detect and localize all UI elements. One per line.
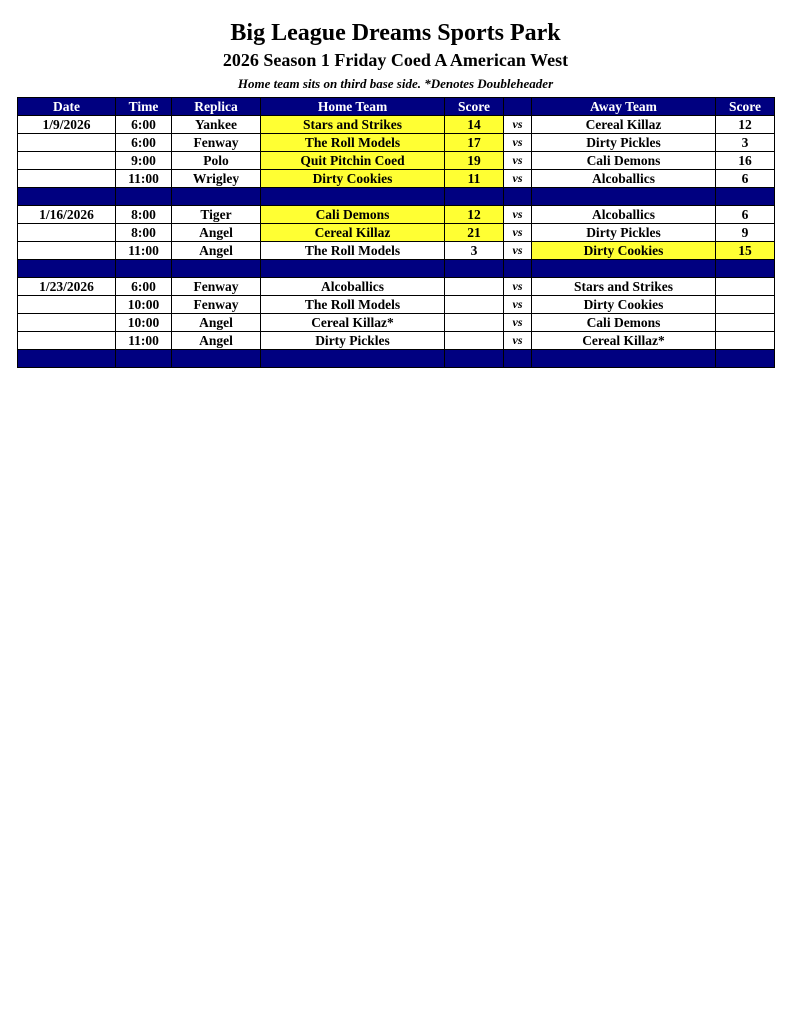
time-cell: 8:00 (116, 224, 172, 242)
home-team-cell: Cali Demons (261, 206, 445, 224)
replica-cell: Fenway (172, 278, 261, 296)
table-row (18, 170, 775, 188)
replica-cell: Angel (172, 314, 261, 332)
table-row (18, 296, 775, 314)
replica-cell: Polo (172, 152, 261, 170)
page-title: Big League Dreams Sports Park (230, 20, 561, 46)
date-cell (18, 296, 116, 314)
home-team-cell: The Roll Models (261, 134, 445, 152)
col-header-vs (504, 98, 532, 116)
separator-cell (445, 260, 504, 278)
col-header-replica: Replica (172, 98, 261, 116)
time-cell: 8:00 (116, 206, 172, 224)
date-cell: 1/16/2026 (18, 206, 116, 224)
separator-cell (532, 188, 716, 206)
separator-cell (116, 260, 172, 278)
time-cell: 6:00 (116, 116, 172, 134)
away-team-cell: Cereal Killaz* (532, 332, 716, 350)
away-score-cell: 15 (716, 242, 775, 260)
replica-cell: Angel (172, 224, 261, 242)
date-cell (18, 152, 116, 170)
away-score-cell: 6 (716, 206, 775, 224)
table-row (18, 314, 775, 332)
away-score-cell (716, 278, 775, 296)
away-score-cell: 6 (716, 170, 775, 188)
separator-cell (504, 188, 532, 206)
vs-cell: vs (504, 116, 532, 134)
schedule-note: Home team sits on third base side. *Denotes Doubleheader (237, 76, 554, 91)
col-header-home-team: Home Team (261, 98, 445, 116)
away-team-cell: Dirty Cookies (532, 296, 716, 314)
replica-cell: Fenway (172, 134, 261, 152)
home-score-cell (445, 332, 504, 350)
vs-cell: vs (504, 314, 532, 332)
separator-cell (172, 260, 261, 278)
home-team-cell: Stars and Strikes (261, 116, 445, 134)
time-cell: 9:00 (116, 152, 172, 170)
schedule-body (18, 116, 775, 368)
table-row (18, 224, 775, 242)
replica-cell: Yankee (172, 116, 261, 134)
date-cell (18, 314, 116, 332)
away-team-cell: Dirty Pickles (532, 224, 716, 242)
home-team-cell: Dirty Pickles (261, 332, 445, 350)
separator-cell (532, 350, 716, 368)
season-subtitle: 2026 Season 1 Friday Coed A American West (222, 50, 569, 70)
separator-cell (445, 188, 504, 206)
table-row (18, 332, 775, 350)
time-cell: 11:00 (116, 242, 172, 260)
home-team-cell: Cereal Killaz* (261, 314, 445, 332)
separator-cell (532, 260, 716, 278)
time-cell: 11:00 (116, 170, 172, 188)
table-row (18, 116, 775, 134)
separator-cell (261, 260, 445, 278)
home-score-cell: 21 (445, 224, 504, 242)
col-header-time: Time (116, 98, 172, 116)
table-row (18, 206, 775, 224)
date-cell: 1/23/2026 (18, 278, 116, 296)
separator-cell (18, 260, 116, 278)
replica-cell: Angel (172, 332, 261, 350)
vs-cell: vs (504, 152, 532, 170)
home-score-cell (445, 278, 504, 296)
time-cell: 6:00 (116, 134, 172, 152)
vs-cell: vs (504, 242, 532, 260)
separator-cell (716, 260, 775, 278)
table-header-row (18, 98, 775, 116)
away-team-cell: Cali Demons (532, 314, 716, 332)
separator-cell (18, 350, 116, 368)
home-team-cell: Alcoballics (261, 278, 445, 296)
home-score-cell (445, 314, 504, 332)
separator-cell (18, 188, 116, 206)
date-cell (18, 224, 116, 242)
separator-cell (504, 260, 532, 278)
vs-cell: vs (504, 206, 532, 224)
week-separator-row (18, 188, 775, 206)
away-team-cell: Cali Demons (532, 152, 716, 170)
date-cell (18, 134, 116, 152)
home-score-cell: 3 (445, 242, 504, 260)
separator-cell (116, 188, 172, 206)
schedule-table (17, 97, 775, 368)
away-team-cell: Cereal Killaz (532, 116, 716, 134)
table-row (18, 242, 775, 260)
separator-cell (261, 188, 445, 206)
week-separator-row (18, 260, 775, 278)
separator-cell (445, 350, 504, 368)
home-score-cell (445, 296, 504, 314)
vs-cell: vs (504, 134, 532, 152)
separator-cell (716, 350, 775, 368)
date-cell (18, 170, 116, 188)
away-team-cell: Dirty Cookies (532, 242, 716, 260)
time-cell: 6:00 (116, 278, 172, 296)
col-header-date: Date (18, 98, 116, 116)
away-team-cell: Dirty Pickles (532, 134, 716, 152)
separator-cell (504, 350, 532, 368)
away-score-cell: 12 (716, 116, 775, 134)
separator-cell (116, 350, 172, 368)
separator-cell (172, 188, 261, 206)
vs-cell: vs (504, 170, 532, 188)
table-row (18, 278, 775, 296)
date-cell (18, 332, 116, 350)
vs-cell: vs (504, 296, 532, 314)
table-row (18, 134, 775, 152)
separator-cell (261, 350, 445, 368)
away-team-cell: Stars and Strikes (532, 278, 716, 296)
away-score-cell (716, 314, 775, 332)
away-score-cell: 16 (716, 152, 775, 170)
col-header-away-team: Away Team (532, 98, 716, 116)
away-score-cell (716, 296, 775, 314)
home-score-cell: 19 (445, 152, 504, 170)
time-cell: 10:00 (116, 296, 172, 314)
away-score-cell (716, 332, 775, 350)
table-row (18, 152, 775, 170)
away-team-cell: Alcoballics (532, 206, 716, 224)
vs-cell: vs (504, 278, 532, 296)
date-cell: 1/9/2026 (18, 116, 116, 134)
home-score-cell: 11 (445, 170, 504, 188)
home-team-cell: Cereal Killaz (261, 224, 445, 242)
date-cell (18, 242, 116, 260)
home-score-cell: 17 (445, 134, 504, 152)
replica-cell: Wrigley (172, 170, 261, 188)
separator-cell (716, 188, 775, 206)
home-team-cell: Quit Pitchin Coed (261, 152, 445, 170)
col-header-away-score: Score (716, 98, 775, 116)
home-score-cell: 14 (445, 116, 504, 134)
replica-cell: Angel (172, 242, 261, 260)
replica-cell: Fenway (172, 296, 261, 314)
week-separator-row (18, 350, 775, 368)
home-team-cell: The Roll Models (261, 296, 445, 314)
vs-cell: vs (504, 332, 532, 350)
home-team-cell: Dirty Cookies (261, 170, 445, 188)
replica-cell: Tiger (172, 206, 261, 224)
away-score-cell: 9 (716, 224, 775, 242)
vs-cell: vs (504, 224, 532, 242)
time-cell: 11:00 (116, 332, 172, 350)
col-header-home-score: Score (445, 98, 504, 116)
separator-cell (172, 350, 261, 368)
away-team-cell: Alcoballics (532, 170, 716, 188)
home-score-cell: 12 (445, 206, 504, 224)
home-team-cell: The Roll Models (261, 242, 445, 260)
time-cell: 10:00 (116, 314, 172, 332)
away-score-cell: 3 (716, 134, 775, 152)
